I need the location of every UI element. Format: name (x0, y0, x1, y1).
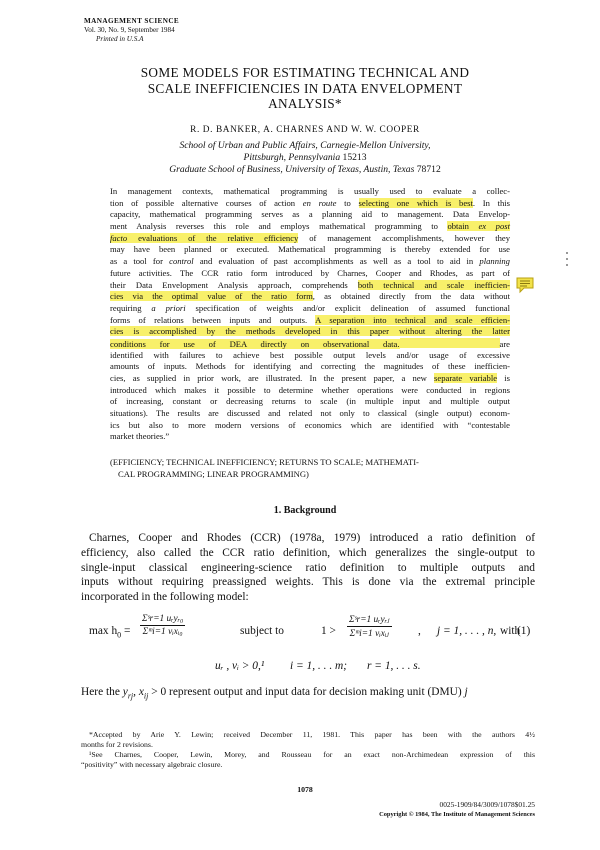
abstract-line: cies, as supplied in prior work, are illustrated. In the present paper, a new separate variable is (110, 373, 510, 383)
highlight[interactable]: both technical and scale inefficien- (357, 279, 510, 290)
fraction-denominator: Σᵐi=1 vᵢxᵢ₀ (142, 627, 183, 637)
affiliation-line (0, 152, 600, 163)
highlight[interactable]: selecting one which is best (358, 197, 473, 208)
footnote-line: ¹See Charnes, Cooper, Lewin, Morey, and Rousseau for an exact non-Archimedean expression of this (89, 750, 535, 759)
abstract-line: amounts of inputs. Methods for identifying and correcting the magnitudes of these inefficien- (110, 361, 510, 372)
abstract-line: conditions for use of DEA directly on observational data. are (110, 338, 510, 349)
copyright: Copyright © 1984, The Institute of Management Sciences (379, 811, 535, 818)
highlight[interactable]: conditions for use of DEA directly on observational data. (110, 338, 400, 349)
equation-index-r: r = 1, . . . s. (367, 660, 421, 672)
equation-with: with (500, 625, 521, 637)
abstract-line: facto evaluations of the relative efficiency of management accomplishments, however they (110, 232, 510, 243)
highlight[interactable]: separate variable (434, 373, 498, 383)
body-paragraph (81, 531, 535, 605)
affiliation-line: School of Urban and Public Affairs, Carnegie-Mellon University, (179, 140, 431, 151)
note-icon[interactable] (515, 276, 535, 294)
abstract-line: requiring a priori specification of weights and/or explicit delineation of assumed functional (110, 302, 510, 313)
equation-range: j = 1, . . . , n, (437, 625, 497, 637)
abstract-line (110, 326, 510, 338)
abstract-line: as a tool for control and evaluation of past accomplishments as well as a tool to aid in planning (110, 256, 510, 267)
keywords-line: (EFFICIENCY; TECHNICAL INEFFICIENCY; RETURNS TO SCALE; MATHEMATI- (110, 457, 419, 467)
footnote-line: *Accepted by Arie Y. Lewin; received December 11, 1981. This paper has been with the authors 4½ (89, 730, 535, 739)
abstract-line: cies via the optimal value of the ratio form, as obtained directly from the data without (110, 291, 510, 302)
issn-code: 0025-1909/84/3009/1078$01.25 (439, 800, 535, 809)
abstract-line: of increasing, constant or decreasing returns to scale (in multiple input and multiple output (110, 396, 510, 407)
abstract-line: forms of relations between inputs and outputs. A separation into technical and scale efficien- (110, 314, 510, 325)
printed-note: Printed in U.S.A (96, 35, 144, 43)
margin-dot (566, 258, 568, 260)
abstract-line: may have been planned or executed. Mathematical programming is thereby extended for use (110, 244, 510, 255)
footnote-line: “positivity” with necessary algebraic closure. (81, 760, 223, 769)
fraction-numerator: Σˢr=1 uᵣyᵣⱼ (349, 615, 390, 625)
body-line: single-input classical engineering-science ratio definition to multiple outputs and (81, 561, 535, 574)
fraction (140, 614, 185, 637)
abstract-line: tion of possible alternative courses of action en route to selecting one which is best. In this (110, 197, 510, 208)
equation-one: 1 > (321, 625, 336, 637)
keywords (110, 457, 510, 480)
fraction (347, 614, 392, 639)
body-line: inputs without requiring preassigned weights. This is done via the extremal principle (81, 576, 535, 589)
equation-constraint: uᵣ , vᵢ > 0,¹ (215, 660, 265, 672)
journal-name: MANAGEMENT SCIENCE (84, 17, 180, 25)
abstract (110, 186, 510, 443)
paper-title (100, 65, 510, 112)
abstract-line: ics but also to more modern versions of economics which are identified with “contestable (110, 419, 510, 430)
fraction-denominator: Σᵐi=1 vᵢxᵢⱼ (349, 629, 389, 639)
affiliation-city: Pittsburgh, Pennsylvania (243, 152, 341, 163)
equation-index-i: i = 1, . . . m; (290, 660, 348, 672)
abstract-line: situations). The results are discussed and related not only to classical (single output) econom- (110, 408, 510, 419)
publication-codes (379, 800, 535, 820)
equation-label: (1) (517, 625, 531, 637)
title-line: ANALYSIS* (268, 96, 342, 111)
equation-max: $\max h_0$ = (89, 625, 131, 640)
highlight[interactable]: A separation into technical and scale efficien- (315, 314, 510, 325)
footnotes (81, 730, 535, 770)
equation-comma: , (418, 625, 421, 637)
page-number: 1078 (297, 785, 313, 794)
margin-dot (566, 252, 568, 254)
title-line: SCALE INEFFICIENCIES IN DATA ENVELOPMENT (147, 80, 463, 96)
affiliation-zip: 15213 (342, 152, 367, 163)
abstract-line: introduced which makes it possible to determine whether operations were conducted in regions (110, 384, 510, 395)
abstract-line: their Data Envelopment Analysis approach, comprehends both technical and scale inefficien- (110, 279, 510, 290)
fraction-numerator: Σˢr=1 uᵣyᵣ₀ (142, 614, 184, 624)
equation-1 (85, 612, 545, 682)
abstract-line: In management contexts, mathematical programming is usually used to evaluate a collec- (110, 186, 510, 196)
abstract-line: identified with failures to achieve best possible output levels and/or usage of excessive (110, 349, 510, 360)
body-line: incorporated in the following model: (81, 591, 249, 604)
abstract-line: ment Analysis reverses this role and employs mathematical programming to obtain ex post (110, 221, 510, 232)
journal-volume: Vol. 30, No. 9, September 1984 (84, 26, 175, 34)
highlight[interactable]: facto evaluations of the relative efficiency (110, 232, 299, 243)
affiliation-zip: 78712 (416, 164, 441, 175)
abstract-line: market theories.” (110, 431, 170, 442)
footnote-line: months for 2 revisions. (81, 740, 153, 749)
abstract-line: capacity, mathematical programming serves as a planning aid to management. Data Envelop- (110, 209, 510, 220)
authors: R. D. BANKER, A. CHARNES AND W. W. COOPER (190, 125, 420, 135)
highlight[interactable]: cies is accomplished by the methods developed in this paper without altering the latter (110, 326, 510, 337)
journal-header (84, 17, 179, 44)
highlight-blank[interactable] (400, 338, 500, 348)
title-line: SOME MODELS FOR ESTIMATING TECHNICAL AND (140, 65, 470, 80)
equation-subject-to: subject to (240, 625, 284, 637)
affiliation-line (0, 164, 600, 175)
section-heading: 1. Background (273, 505, 337, 516)
body-line: efficiency, also called the CCR ratio definition, which generalizes the single-output to (81, 546, 535, 559)
keywords-line: CAL PROGRAMMING; LINEAR PROGRAMMING) (118, 468, 309, 479)
affiliation-school: Graduate School of Business, University of Texas, Austin, Texas (169, 164, 415, 175)
highlight[interactable]: obtain ex post (447, 221, 510, 232)
highlight[interactable]: cies via the optimal value of the ratio form (110, 291, 313, 302)
body-line: Charnes, Cooper and Rhodes (CCR) (1978a, 1979) introduced a ratio definition of (89, 532, 535, 544)
margin-dot (566, 264, 568, 266)
abstract-line: future activities. The CCR ratio form introduced by Charnes, Cooper and Rhodes, as part of (110, 267, 510, 278)
body-line: Here the $y_{rj}$, $x_{ij} > 0$ represent output and input data for decision making unit (DMU) j (81, 686, 468, 701)
